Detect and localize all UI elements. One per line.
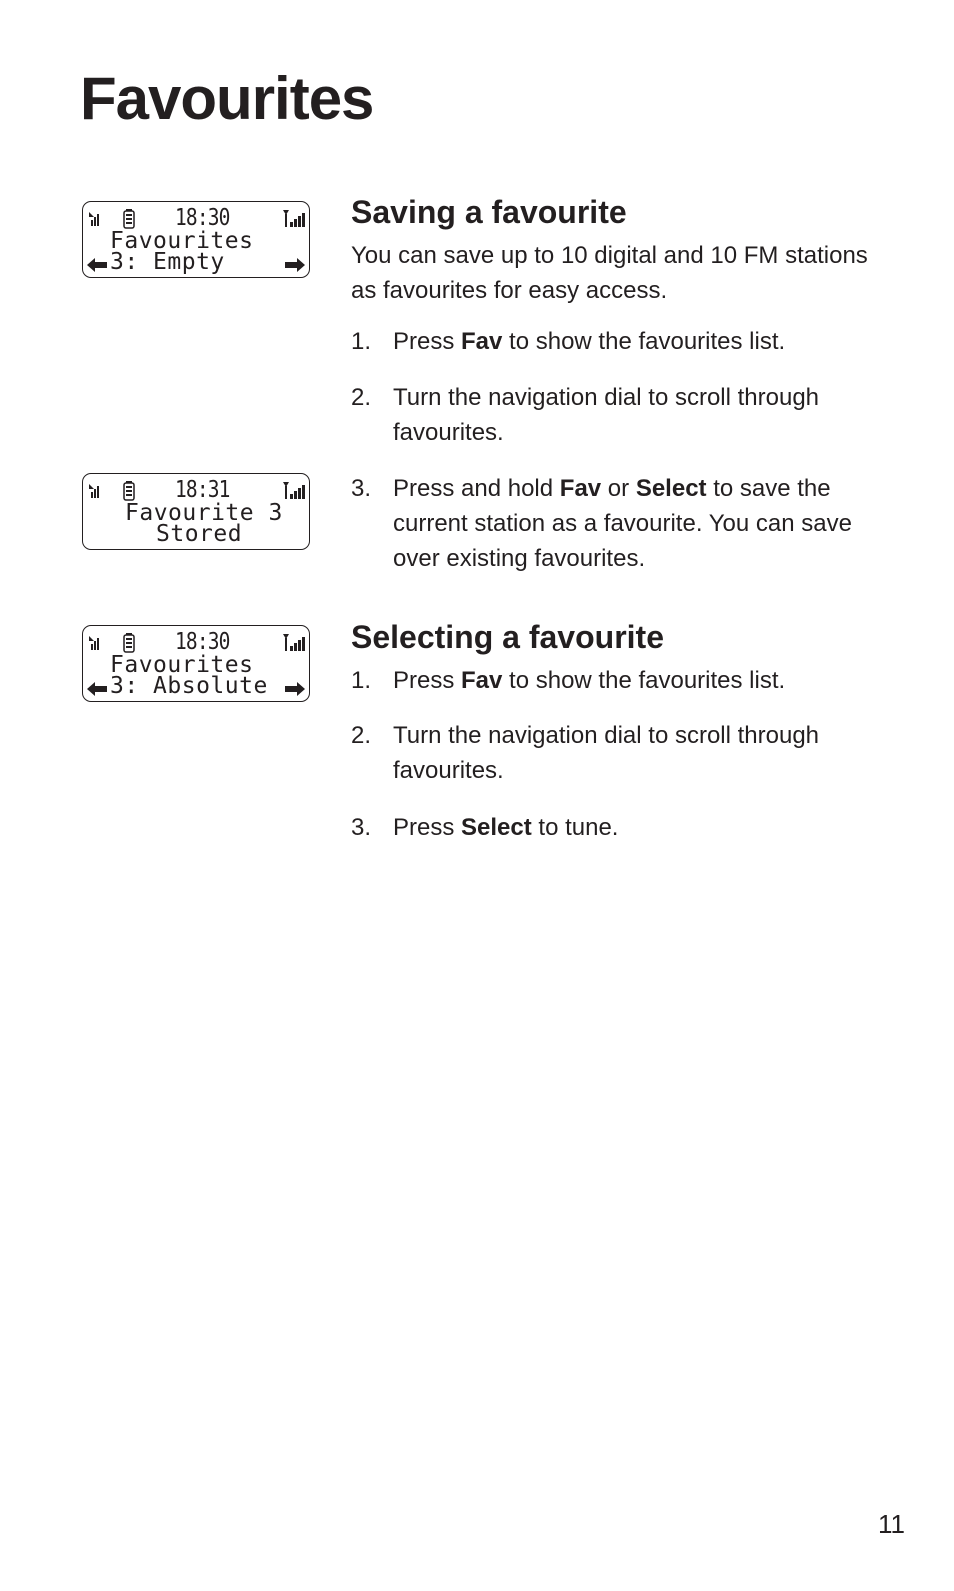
battery-icon [123,209,135,229]
lcd-status-bar [87,478,305,502]
key-label: Select [461,814,532,841]
step-number: 1. [351,667,372,694]
right-arrow-icon [285,258,305,272]
selecting-step-1 [351,663,871,698]
key-label: Fav [461,328,503,355]
signal-strength-icon [281,210,305,228]
left-arrow-icon [87,682,107,696]
battery-icon [123,481,135,501]
antenna-icon [87,211,101,227]
selecting-heading: Selecting a favourite [351,619,664,655]
key-label: Fav [461,667,503,694]
lcd-display-absolute [82,625,310,702]
lcd-line-1: Favourites [110,228,254,254]
lcd-time: 18:31 [175,477,230,503]
battery-icon [123,633,135,653]
step-number: 1. [351,328,372,355]
step-text: Press Fav to show the favourites list. [393,328,786,355]
lcd-line-2: 3: Absolute [110,673,268,699]
step-number: 2. [351,722,372,749]
lcd-line-1: Favourite 3 [125,500,283,526]
signal-strength-icon [281,482,305,500]
step-number: 2. [351,384,372,411]
saving-step-2 [351,380,871,450]
selecting-step-2 [351,718,871,788]
lcd-line-2: Stored [156,521,243,547]
page-number: 11 [878,1509,905,1539]
page-title: Favourites [80,65,374,132]
lcd-line-2: 3: Empty [110,249,225,275]
saving-step-1 [351,324,871,359]
key-label: Select [635,475,707,502]
selecting-step-3 [351,810,871,845]
lcd-time: 18:30 [175,205,230,231]
antenna-icon [87,483,101,499]
step-text: Press Select to tune. [393,814,619,841]
lcd-status-bar [87,206,305,230]
antenna-icon [87,635,101,651]
lcd-status-bar [87,630,305,654]
lcd-display-empty [82,201,310,278]
left-arrow-icon [87,258,107,272]
saving-step-3 [351,471,871,576]
right-arrow-icon [285,682,305,696]
step-text: Press Fav to show the favourites list. [393,667,786,694]
signal-strength-icon [281,634,305,652]
saving-intro: You can save up to 10 digital and 10 FM stations as favourites for easy access. [351,242,868,304]
saving-heading: Saving a favourite [351,194,627,230]
lcd-line-1: Favourites [110,652,254,678]
step-text: Turn the navigation dial to scroll through favourites. [393,384,820,446]
step-text: Turn the navigation dial to scroll through favourites. [393,722,820,784]
key-label: Fav [559,475,602,502]
step-number: 3. [351,814,372,841]
lcd-display-stored [82,473,310,550]
step-number: 3. [351,475,372,502]
step-text: Press and hold Fav or Select to save the current station as a favourite. You can save over existing favourites. [393,475,852,572]
lcd-time: 18:30 [175,629,230,655]
